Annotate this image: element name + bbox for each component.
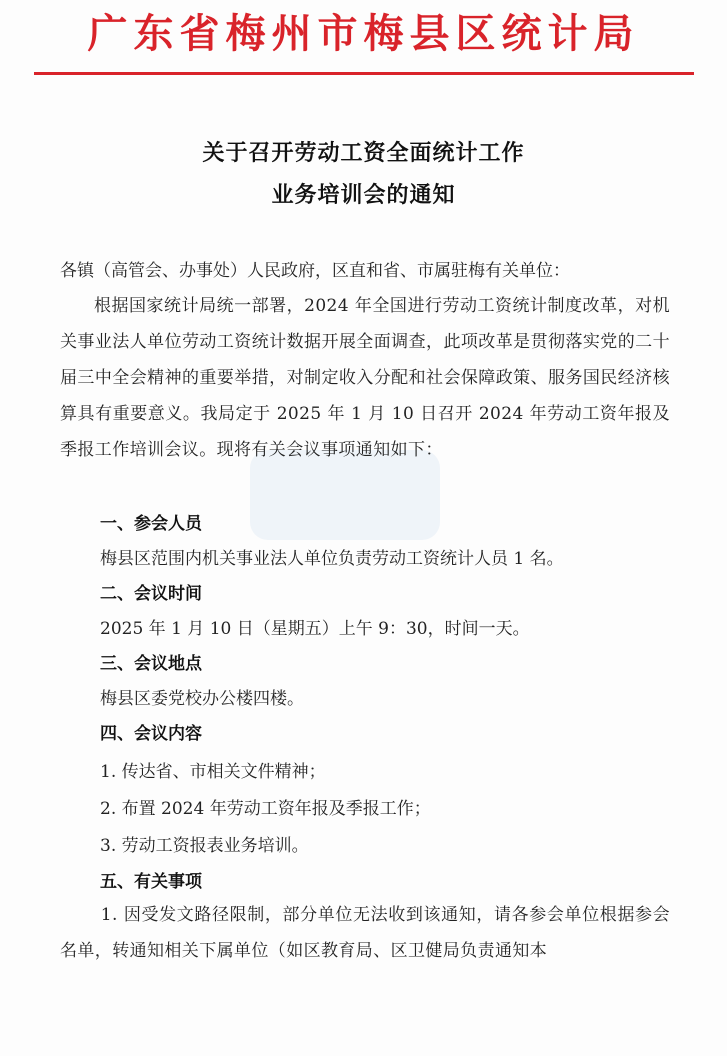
- section-text-attendees: 梅县区范围内机关事业法人单位负责劳动工资统计人员 1 名。: [100, 549, 564, 569]
- section-heading-matters: 五、有关事项: [100, 872, 202, 892]
- section-heading-attendees: 一、参会人员: [100, 514, 202, 534]
- content-item-1: 1. 传达省、市相关文件精神；: [100, 762, 326, 782]
- section-text-matters: 1. 因受发文路径限制，部分单位无法收到该通知，请各参会单位根据参会名单，转通知相关下属单位（如区教育局、区卫健局负责通知本: [60, 905, 670, 961]
- intro-paragraph: 根据国家统计局统一部署，2024 年全国进行劳动工资统计制度改革，对机关事业法人单位劳动工资统计数据开展全面调查，此项改革是贯彻落实党的二十届三中全会精神的重要举措，对制定收入分配和社会保障政策、服务国民经济核算具有重要意义。我局定于 2025 年 1 月 10 日召开 2024 年劳动工资年报及季报工作培训会议。现将有关会议事项通知如下：: [60, 296, 670, 460]
- letterhead-title: 广东省梅州市梅县区统计局: [87, 10, 640, 57]
- section-heading-location: 三、会议地点: [100, 654, 202, 674]
- document-title-line-2: 业务培训会的通知: [271, 183, 456, 208]
- greeting: 各镇（高管会、办事处）人民政府，区直和省、市属驻梅有关单位：: [60, 261, 570, 281]
- document-title-line-1: 关于召开劳动工资全面统计工作: [202, 141, 525, 166]
- section-heading-content: 四、会议内容: [100, 724, 202, 744]
- letterhead-red-rule: [34, 72, 694, 75]
- content-item-3: 3. 劳动工资报表业务培训。: [100, 836, 309, 856]
- section-text-time: 2025 年 1 月 10 日（星期五）上午 9：30，时间一天。: [100, 619, 530, 639]
- content-item-2: 2. 布置 2024 年劳动工资年报及季报工作；: [100, 799, 431, 819]
- section-text-location: 梅县区委党校办公楼四楼。: [100, 689, 304, 709]
- section-heading-time: 二、会议时间: [100, 584, 202, 604]
